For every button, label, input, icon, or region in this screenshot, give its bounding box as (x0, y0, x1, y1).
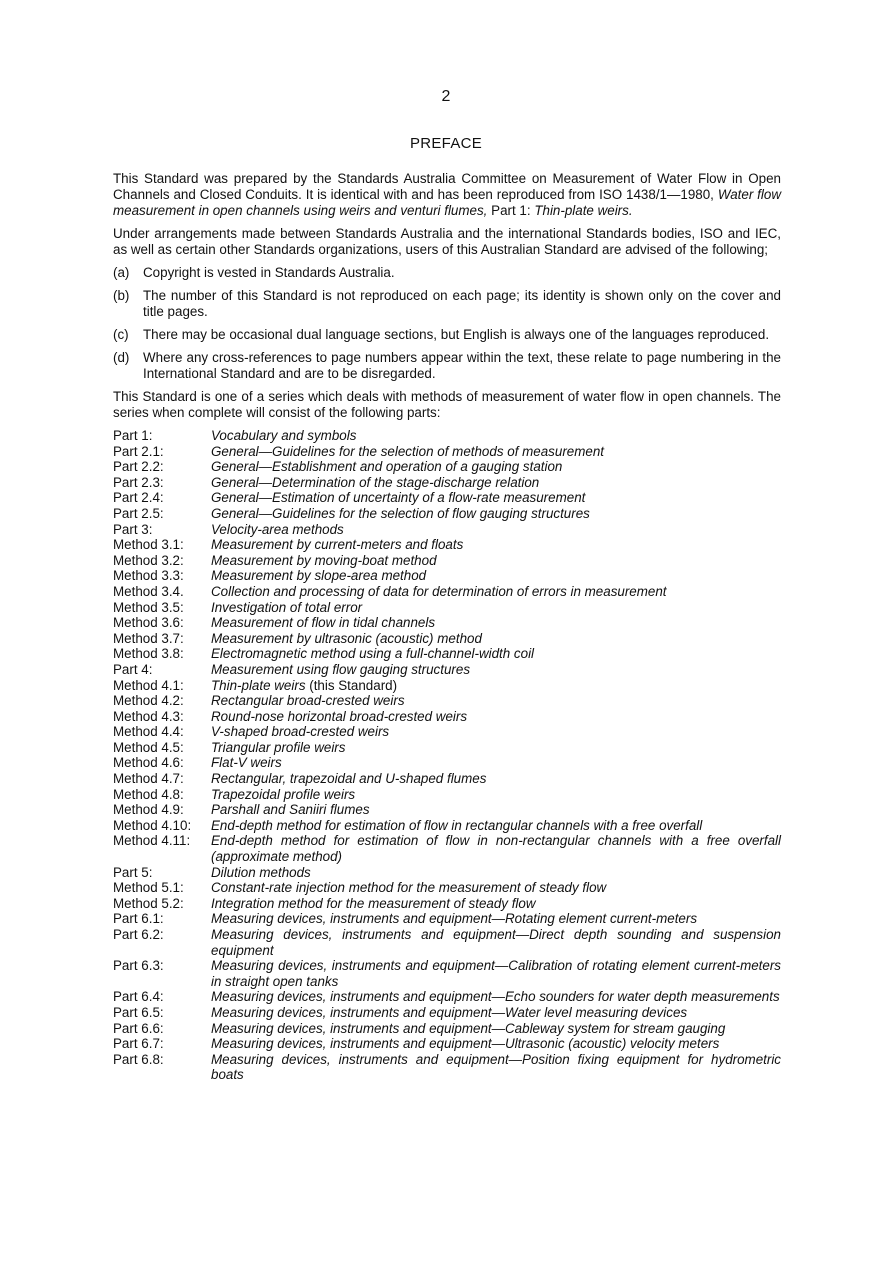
parts-row (113, 709, 781, 725)
parts-row (113, 568, 781, 584)
parts-row (113, 911, 781, 927)
part-title: Measuring devices, instruments and equipment—Echo sounders for water depth measurements (211, 989, 780, 1005)
part-label: Part 6.6: (113, 1020, 164, 1036)
parts-row (113, 459, 781, 475)
parts-row (113, 787, 781, 803)
list-item-text: Copyright is vested in Standards Australia. (143, 265, 395, 280)
part-title: End-depth method for estimation of flow in non-rectangular channels with a free overfall (approximate method) (211, 833, 781, 865)
part-title: General—Estimation of uncertainty of a flow-rate measurement (211, 490, 586, 506)
part-label: Part 6.5: (113, 1004, 164, 1020)
part-title-cell (211, 865, 781, 881)
parts-row (113, 522, 781, 538)
part-label: Method 5.1: (113, 880, 184, 896)
part-label: Part 4: (113, 661, 153, 677)
parts-row (113, 865, 781, 881)
part-title-cell (211, 1021, 781, 1037)
part-title-cell (211, 428, 781, 444)
parts-row (113, 506, 781, 522)
page-number: 2 (441, 88, 451, 105)
part-title-cell (211, 724, 781, 740)
part-label: Method 3.3: (113, 568, 184, 584)
part-title: General—Guidelines for the selection of methods of measurement (211, 443, 604, 459)
part-title: End-depth method for estimation of flow in rectangular channels with a free overfall (211, 817, 703, 833)
part-title: Measuring devices, instruments and equipment—Rotating element current-meters (211, 911, 698, 927)
part-title-cell (211, 459, 781, 475)
part-title-suffix: (this Standard) (305, 677, 398, 693)
parts-row (113, 771, 781, 787)
parts-row (113, 537, 781, 553)
parts-row (113, 584, 781, 600)
part-title: General—Guidelines for the selection of flow gauging structures (211, 505, 590, 521)
list-item-marker: (d) (113, 350, 130, 365)
parts-row (113, 428, 781, 444)
part-title: Rectangular, trapezoidal and U-shaped flumes (211, 771, 487, 787)
intro-text: This Standard was prepared by the Standards Australia Committee on Measurement of Water Flow in Open Channels and Closed Conduits. It is identical with and has been reproduced from ISO 1438/1—1980, (113, 171, 781, 202)
part-title: Thin-plate weirs (211, 677, 306, 693)
part-title: Round-nose horizontal broad-crested weirs (211, 708, 468, 724)
part-title-cell (211, 678, 781, 694)
list-item-marker: (b) (113, 288, 130, 303)
parts-row (113, 600, 781, 616)
part-title: Measurement by moving-boat method (211, 552, 437, 568)
parts-row (113, 989, 781, 1005)
part-label: Method 4.4: (113, 724, 184, 740)
part-title-cell (211, 709, 781, 725)
part-title: Electromagnetic method using a full-channel-width coil (211, 646, 535, 662)
part-label: Method 4.8: (113, 786, 184, 802)
parts-row (113, 615, 781, 631)
part-title-cell (211, 740, 781, 756)
part-title-cell (211, 568, 781, 584)
part-title: Investigation of total error (211, 599, 363, 615)
part-label: Method 3.1: (113, 537, 184, 553)
part-title: Flat-V weirs (211, 755, 282, 771)
parts-row (113, 755, 781, 771)
part-title: Measuring devices, instruments and equipment—Ultrasonic (acoustic) velocity meters (211, 1036, 720, 1052)
part-title-cell (211, 958, 781, 989)
part-title-cell (211, 755, 781, 771)
part-title: Constant-rate injection method for the measurement of steady flow (211, 880, 607, 896)
part-label: Method 4.5: (113, 739, 184, 755)
part-title-cell (211, 584, 781, 600)
parts-row (113, 927, 781, 958)
list-item (113, 288, 781, 320)
part-label: Method 5.2: (113, 895, 184, 911)
intro-part-prefix: Part 1: (491, 203, 531, 218)
part-label: Method 3.8: (113, 646, 184, 662)
part-label: Part 3: (113, 521, 153, 537)
part-title-cell (211, 818, 781, 834)
parts-row (113, 802, 781, 818)
part-label: Method 3.7: (113, 630, 184, 646)
arrangements-paragraph: Under arrangements made between Standards Australia and the international Standards bodies, ISO and IEC, as well as certain other Standards organizations, users of this Australian Standard are advised of the following; (113, 226, 781, 257)
part-label: Part 2.2: (113, 459, 164, 475)
part-label: Method 4.1: (113, 677, 184, 693)
parts-row (113, 896, 781, 912)
part-label: Part 2.5: (113, 505, 164, 521)
part-label: Part 2.3: (113, 474, 164, 490)
part-label: Part 6.3: (113, 958, 164, 974)
part-label: Method 4.10: (113, 817, 192, 833)
part-title: Measurement using flow gauging structures (211, 661, 471, 677)
parts-row (113, 724, 781, 740)
parts-row (113, 678, 781, 694)
part-title-cell (211, 880, 781, 896)
part-title-cell (211, 896, 781, 912)
part-title: Measurement by ultrasonic (acoustic) method (211, 630, 482, 646)
list-item (113, 350, 781, 382)
part-title: Integration method for the measurement of steady flow (211, 895, 536, 911)
part-title: Vocabulary and symbols (211, 428, 357, 443)
list-item (113, 265, 781, 281)
part-title-cell (211, 693, 781, 709)
part-title-cell (211, 833, 781, 864)
part-label: Part 6.2: (113, 927, 164, 942)
list-item-text: Where any cross-references to page numbers appear within the text, these relate to page numbering in the International Standard and are to be disregarded. (143, 350, 781, 381)
parts-row (113, 1036, 781, 1052)
parts-row (113, 958, 781, 989)
parts-row (113, 693, 781, 709)
parts-row (113, 662, 781, 678)
part-title-cell (211, 1005, 781, 1021)
part-title: V-shaped broad-crested weirs (211, 724, 390, 740)
parts-row (113, 631, 781, 647)
part-title: Measuring devices, instruments and equipment—Direct depth sounding and suspension equipment (211, 927, 781, 958)
part-title: Measuring devices, instruments and equipment—Water level measuring devices (211, 1004, 688, 1020)
part-title-cell (211, 646, 781, 662)
part-title: Dilution methods (211, 864, 311, 880)
part-label: Part 2.4: (113, 490, 164, 506)
list-item-marker: (c) (113, 327, 129, 342)
part-label: Part 6.8: (113, 1051, 164, 1067)
part-title: Rectangular broad-crested weirs (211, 693, 405, 709)
part-title-cell (211, 989, 781, 1005)
part-title-cell (211, 927, 781, 958)
part-title: Measuring devices, instruments and equipment—Calibration of rotating element current-meters in straight open tanks (211, 958, 781, 989)
part-title-cell (211, 631, 781, 647)
part-title: Triangular profile weirs (211, 739, 346, 755)
part-label: Part 5: (113, 864, 153, 880)
part-title: Collection and processing of data for determination of errors in measurement (211, 583, 667, 599)
part-title: Measurement of flow in tidal channels (211, 615, 436, 631)
part-title-cell (211, 537, 781, 553)
parts-row (113, 818, 781, 834)
page-title: PREFACE (409, 135, 483, 152)
list-item (113, 327, 781, 343)
parts-row (113, 475, 781, 491)
parts-row (113, 490, 781, 506)
list-item-marker: (a) (113, 265, 130, 280)
part-title-cell (211, 1052, 781, 1083)
part-title-cell (211, 911, 781, 927)
part-title-cell (211, 1036, 781, 1052)
part-label: Part 6.4: (113, 989, 164, 1005)
advice-list (113, 265, 781, 382)
part-label: Method 3.5: (113, 599, 184, 615)
part-label: Method 3.4. (113, 583, 184, 599)
part-title: Velocity-area methods (211, 521, 344, 537)
part-title-cell (211, 506, 781, 522)
part-title-cell (211, 475, 781, 491)
part-title-cell (211, 802, 781, 818)
part-label: Method 4.7: (113, 771, 184, 787)
part-label: Method 3.6: (113, 615, 184, 631)
parts-row (113, 1052, 781, 1083)
part-title: Measuring devices, instruments and equipment—Position fixing equipment for hydrometric boats (211, 1051, 781, 1083)
part-title: Measurement by current-meters and floats (211, 537, 464, 553)
part-label: Part 2.1: (113, 443, 164, 459)
parts-row (113, 1005, 781, 1021)
part-label: Method 4.6: (113, 755, 184, 771)
parts-row (113, 880, 781, 896)
intro-title: Water flow measurement in open channels using weirs and venturi flumes, (113, 187, 781, 218)
part-label: Method 4.3: (113, 708, 184, 724)
part-label: Method 4.11: (113, 833, 191, 849)
part-title: Trapezoidal profile weirs (211, 786, 356, 802)
part-title-cell (211, 444, 781, 460)
part-title-cell (211, 600, 781, 616)
part-title: Measurement by slope-area method (211, 568, 427, 584)
list-item-text: The number of this Standard is not reproduced on each page; its identity is shown only on the cover and title pages. (143, 288, 781, 319)
part-label: Method 4.9: (113, 802, 184, 818)
part-title-cell (211, 771, 781, 787)
parts-row (113, 646, 781, 662)
parts-row (113, 833, 781, 864)
part-title: General—Establishment and operation of a gauging station (211, 459, 563, 475)
list-item-text: There may be occasional dual language sections, but English is always one of the languages reproduced. (143, 327, 770, 342)
parts-row (113, 1021, 781, 1037)
part-title-cell (211, 787, 781, 803)
part-label: Method 3.2: (113, 552, 184, 568)
part-title-cell (211, 490, 781, 506)
part-title-cell (211, 522, 781, 538)
part-label: Part 6.1: (113, 911, 164, 927)
part-label: Part 1: (113, 428, 153, 443)
part-label: Part 6.7: (113, 1036, 164, 1052)
intro-part-title: Thin-plate weirs. (534, 203, 633, 218)
part-title: Parshall and Saniiri flumes (211, 802, 370, 818)
part-title-cell (211, 615, 781, 631)
part-title: General—Determination of the stage-discharge relation (211, 474, 540, 490)
parts-row (113, 444, 781, 460)
parts-row (113, 553, 781, 569)
document-body (113, 171, 781, 1083)
series-intro-paragraph: This Standard is one of a series which deals with methods of measurement of water flow in open channels. The series when complete will consist of the following parts: (113, 389, 781, 420)
intro-paragraph (113, 171, 781, 219)
part-title: Measuring devices, instruments and equipment—Cableway system for stream gauging (211, 1020, 726, 1036)
parts-row (113, 740, 781, 756)
part-title-cell (211, 662, 781, 678)
part-title-cell (211, 553, 781, 569)
parts-list (113, 428, 781, 1083)
part-label: Method 4.2: (113, 693, 184, 709)
